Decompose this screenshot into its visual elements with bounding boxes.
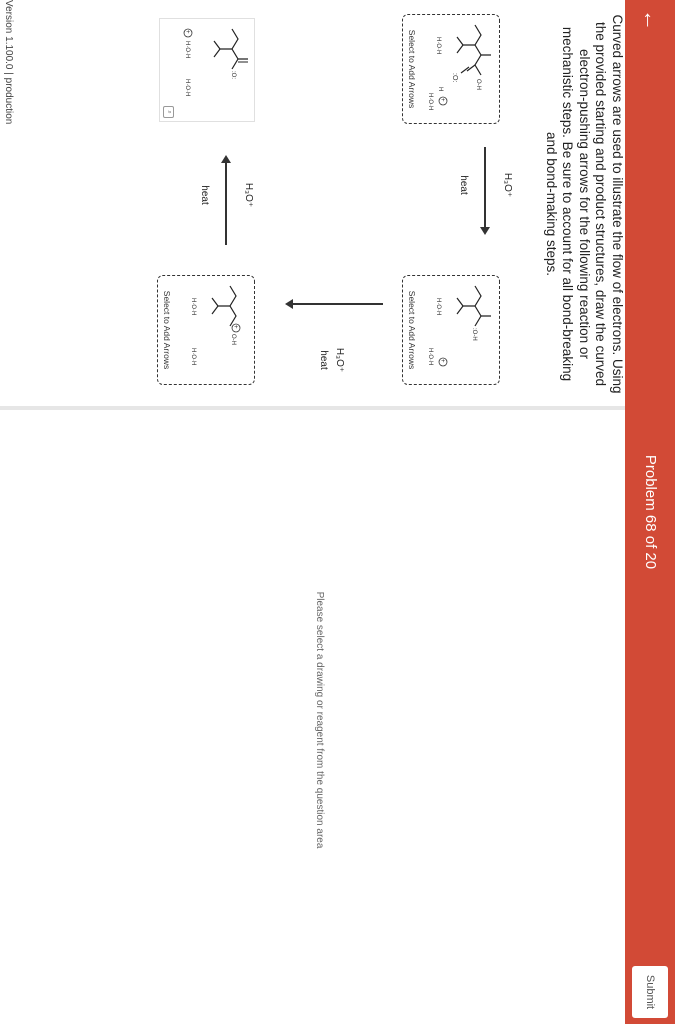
product-structure: [164, 19, 254, 119]
drawing-area-hint: Please select a drawing or reagent from the question area: [314, 591, 325, 849]
reaction-arrow-1: [458, 145, 513, 235]
svg-text:O-H: O-H: [475, 79, 481, 90]
svg-text:H: H: [437, 87, 443, 92]
mechanism-box-2[interactable]: [402, 275, 500, 385]
condition-label: heat: [458, 175, 469, 195]
svg-text::O-H: :O-H: [471, 328, 477, 341]
svg-text:O-H: O-H: [230, 334, 236, 345]
question-area: [0, 0, 625, 406]
svg-text:H·O·H: H·O·H: [427, 93, 433, 111]
mechanism-box-3[interactable]: [157, 275, 255, 385]
intermediate-structure: [419, 276, 499, 384]
svg-text:H·O·H: H·O·H: [184, 79, 190, 97]
svg-text:H·O·H: H·O·H: [184, 41, 190, 59]
svg-text::O:: :O:: [230, 71, 236, 80]
reaction-arrow-3: [199, 155, 254, 247]
svg-text:H·O·H: H·O·H: [435, 37, 441, 55]
svg-text:H·O·H: H·O·H: [190, 348, 196, 366]
mechanism-box-1[interactable]: [402, 14, 500, 124]
svg-text:+: +: [232, 325, 238, 329]
intermediate-structure-2: [174, 276, 254, 384]
starting-structure: [419, 15, 499, 123]
panel-divider: [0, 406, 625, 410]
header-bar: [625, 0, 675, 1024]
product-box[interactable]: [159, 18, 255, 122]
svg-text:H·O·H: H·O·H: [435, 298, 441, 316]
svg-text:+: +: [439, 98, 445, 102]
arrow-right-icon: [471, 145, 499, 235]
reaction-arrow-2: [285, 290, 385, 318]
arrow-down-icon: [285, 290, 385, 318]
arrow-left-icon: [212, 155, 240, 247]
arrow-left-icon[interactable]: ←: [639, 9, 664, 31]
svg-text:H·O·H: H·O·H: [427, 348, 433, 366]
select-arrows-label: Select to Add Arrows: [162, 290, 172, 370]
reagent-label: H₃O⁺: [502, 172, 513, 198]
zoom-icon[interactable]: ⌕: [163, 106, 174, 118]
svg-text::O:: :O:: [451, 73, 458, 83]
submit-button[interactable]: Submit: [632, 966, 668, 1018]
svg-text:+: +: [439, 359, 445, 363]
condition-label: heat: [199, 185, 210, 205]
reagent-label: H₃O⁺: [243, 182, 254, 208]
reagent-label: H₃O⁺: [334, 347, 345, 373]
question-prompt: Curved arrows are used to illustrate the flow of electrons. Using the provided starting and product structures, draw the curved electron-pushing arrows for the following reaction or mechanistic steps. Be sure to account for all bond-breaking and bond-making steps.: [544, 14, 625, 394]
condition-label: heat: [318, 350, 329, 370]
select-arrows-label: Select to Add Arrows: [407, 29, 417, 109]
select-arrows-label: Select to Add Arrows: [407, 290, 417, 370]
version-label: Version 1.100.0 | production: [3, 0, 14, 125]
svg-text:H·O·H: H·O·H: [190, 298, 196, 316]
problem-title: Problem 68 of 20: [642, 454, 659, 570]
svg-text:+: +: [184, 30, 190, 34]
